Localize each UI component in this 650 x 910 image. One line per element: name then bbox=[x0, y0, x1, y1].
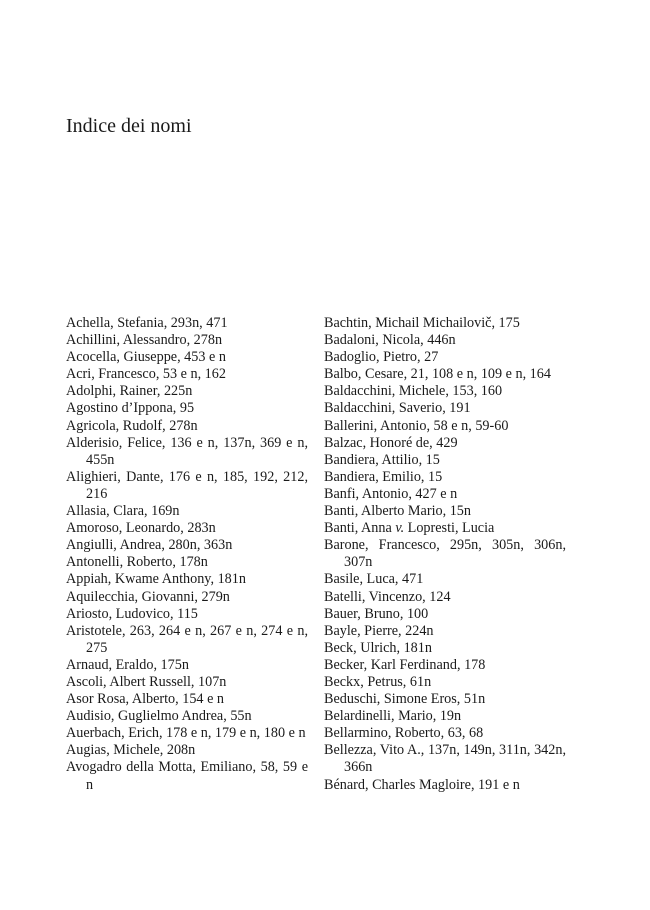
index-entry: Appiah, Kwame Anthony, 181n bbox=[66, 571, 246, 588]
index-column-left bbox=[66, 315, 308, 794]
index-entry: Amoroso, Leonardo, 283n bbox=[66, 520, 216, 537]
index-entry: Alighieri, Dante, 176 e n, 185, 192, 212, 216 bbox=[66, 468, 308, 502]
index-entry: Bachtin, Michail Michailovič, 175 bbox=[324, 315, 520, 331]
index-entry: Banfi, Antonio, 427 e n bbox=[324, 485, 458, 502]
index-entry: Barone, Francesco, 295n, 305n, 306n, 307n bbox=[324, 537, 566, 571]
index-entry: Bellezza, Vito A., 137n, 149n, 311n, 342n, 366n bbox=[324, 742, 566, 776]
index-entry: Balbo, Cesare, 21, 108 e n, 109 e n, 164 bbox=[324, 366, 551, 383]
index-entry: Allasia, Clara, 169n bbox=[66, 503, 180, 520]
page-title: Indice dei nomi bbox=[66, 115, 192, 137]
index-entry: Agricola, Rudolf, 278n bbox=[66, 417, 198, 434]
index-entry: Balzac, Honoré de, 429 bbox=[324, 434, 458, 451]
index-entry: Bandiera, Attilio, 15 bbox=[324, 451, 440, 468]
index-entry: Batelli, Vincenzo, 124 bbox=[324, 588, 451, 605]
index-entry: Alderisio, Felice, 136 e n, 137n, 369 e n, 455n bbox=[66, 434, 308, 468]
index-entry: Agostino d’Ippona, 95 bbox=[66, 400, 195, 417]
index-entry: Achella, Stefania, 293n, 471 bbox=[66, 315, 228, 331]
index-entry: Baldacchini, Saverio, 191 bbox=[324, 400, 471, 417]
index-entry: Audisio, Guglielmo Andrea, 55n bbox=[66, 708, 252, 725]
index-entry: Augias, Michele, 208n bbox=[66, 742, 196, 759]
index-entry: Ascoli, Albert Russell, 107n bbox=[66, 673, 227, 690]
index-entry: Bauer, Bruno, 100 bbox=[324, 605, 429, 622]
index-entry: Beckx, Petrus, 61n bbox=[324, 673, 432, 690]
index-entry: Banti, Alberto Mario, 15n bbox=[324, 503, 471, 520]
index-entry: Avogadro della Motta, Emiliano, 58, 59 e n bbox=[66, 759, 308, 793]
index-entry: Arnaud, Eraldo, 175n bbox=[66, 656, 189, 673]
index-entry: Acocella, Giuseppe, 453 e n bbox=[66, 349, 226, 366]
index-entry: Adolphi, Rainer, 225n bbox=[66, 383, 193, 400]
index-column-right bbox=[324, 315, 566, 794]
index-entry: Angiulli, Andrea, 280n, 363n bbox=[66, 537, 233, 554]
index-entry: Belardinelli, Mario, 19n bbox=[324, 708, 462, 725]
index-entry: Achillini, Alessandro, 278n bbox=[66, 332, 223, 349]
index-entry: Bénard, Charles Magloire, 191 e n bbox=[324, 776, 520, 793]
index-entry: Baldacchini, Michele, 153, 160 bbox=[324, 383, 503, 400]
index-entry: Beck, Ulrich, 181n bbox=[324, 639, 432, 656]
index-entry: Bellarmino, Roberto, 63, 68 bbox=[324, 725, 484, 742]
index-entry: Badaloni, Nicola, 446n bbox=[324, 332, 456, 349]
index-entry: Banti, Anna v. Lopresti, Lucia bbox=[324, 520, 495, 537]
index-entry: Bandiera, Emilio, 15 bbox=[324, 468, 443, 485]
index-entry: Asor Rosa, Alberto, 154 e n bbox=[66, 691, 225, 708]
index-entry: Antonelli, Roberto, 178n bbox=[66, 554, 208, 571]
index-entry: Basile, Luca, 471 bbox=[324, 571, 424, 588]
index-entry: Auerbach, Erich, 178 e n, 179 e n, 180 e n bbox=[66, 725, 306, 742]
index-entry: Ariosto, Ludovico, 115 bbox=[66, 605, 198, 622]
index-entry: Becker, Karl Ferdinand, 178 bbox=[324, 656, 486, 673]
index-entry: Acri, Francesco, 53 e n, 162 bbox=[66, 366, 226, 383]
index-entry: Bayle, Pierre, 224n bbox=[324, 622, 434, 639]
index-entry: Aristotele, 263, 264 e n, 267 e n, 274 e n, 275 bbox=[66, 622, 308, 656]
index-entry: Badoglio, Pietro, 27 bbox=[324, 349, 439, 366]
index-entry: Aquilecchia, Giovanni, 279n bbox=[66, 588, 230, 605]
index-entry: Beduschi, Simone Eros, 51n bbox=[324, 691, 486, 708]
index-entry: Ballerini, Antonio, 58 e n, 59-60 bbox=[324, 417, 509, 434]
